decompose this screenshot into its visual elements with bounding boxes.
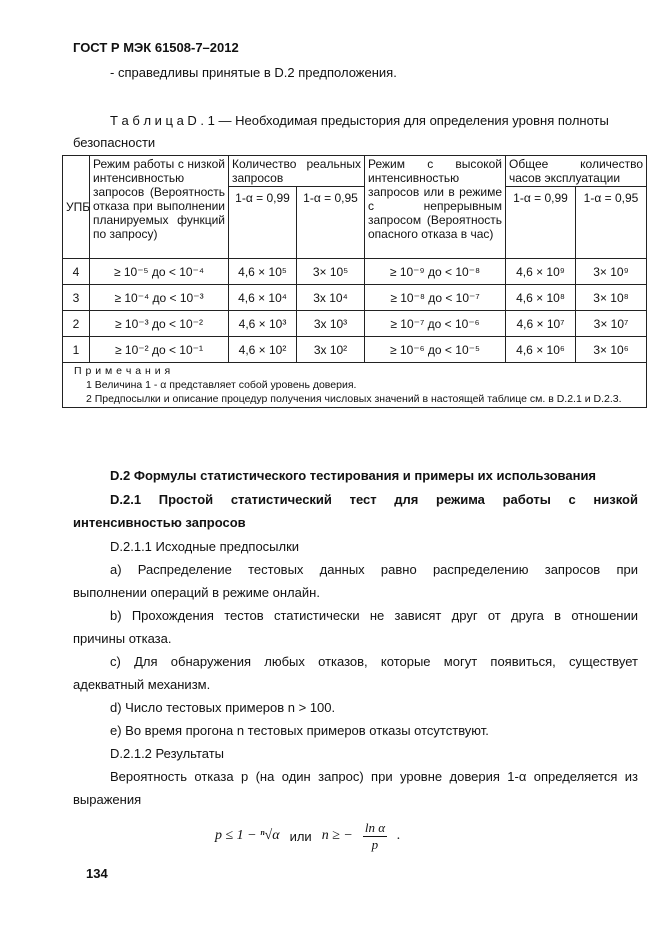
subheader-hours-099: 1-α = 0,99 [506, 187, 576, 259]
cell-upb: 4 [63, 259, 90, 285]
result-text: Вероятность отказа p (на один запрос) при уровне доверия 1-α определяется из [110, 769, 638, 784]
item-c-continued: адекватный механизм. [73, 677, 211, 692]
notes-title: П р и м е ч а н и я [74, 365, 171, 377]
cell-h95: 3× 10⁹ [576, 259, 647, 285]
header-demand-count: Количество реальных запросов [229, 156, 365, 187]
cell-upb: 1 [63, 337, 90, 363]
section-heading-d21: D.2.1 Простой статистический тест для режима работы с низкой [110, 492, 638, 507]
table-row [63, 259, 647, 285]
item-e: е) Во время прогона n тестовых примеров отказы отсутствуют. [110, 723, 489, 738]
table-d1 [62, 155, 647, 408]
cell-high: ≥ 10⁻⁹ до < 10⁻⁸ [365, 259, 506, 285]
section-heading-d21-continued: интенсивностью запросов [73, 515, 246, 530]
table-notes [63, 363, 647, 408]
subsection-d212: D.2.1.2 Результаты [110, 746, 224, 761]
cell-h95: 3× 10⁶ [576, 337, 647, 363]
item-b-continued: причины отказа. [73, 631, 172, 646]
cell-h99: 4,6 × 10⁶ [506, 337, 576, 363]
cell-n99: 4,6 × 10² [229, 337, 297, 363]
header-operating-hours: Общее количество часов эксплуатации [506, 156, 647, 187]
table-row [63, 337, 647, 363]
cell-high: ≥ 10⁻⁶ до < 10⁻⁵ [365, 337, 506, 363]
header-low-demand-mode: Режим работы с низкой интенсивностью запросов (Вероятность отказа при выполнении планируемых функций по запросу) [90, 156, 229, 259]
cell-n99: 4,6 × 10³ [229, 311, 297, 337]
subheader-count-099: 1-α = 0,99 [229, 187, 297, 259]
cell-h95: 3× 10⁸ [576, 285, 647, 311]
page-number: 134 [86, 866, 108, 881]
table-caption: Т а б л и ц а D . 1 — Необходимая предыстория для определения уровня полноты [110, 113, 609, 128]
bullet-item: - справедливы принятые в D.2 предположения. [110, 65, 397, 80]
subsection-d211: D.2.1.1 Исходные предпосылки [110, 539, 300, 554]
formula-right: n ≥ − [321, 828, 353, 843]
table-row [63, 285, 647, 311]
formula-or: или [289, 828, 312, 844]
formula-numerator: ln α [364, 819, 386, 835]
item-d: d) Число тестовых примеров n > 100. [110, 700, 336, 715]
cell-h99: 4,6 × 10⁹ [506, 259, 576, 285]
formula-denominator: p [371, 836, 379, 852]
cell-n95: 3х 10² [297, 337, 365, 363]
cell-upb: 3 [63, 285, 90, 311]
formula-fraction [363, 820, 387, 853]
cell-n95: 3× 10⁵ [297, 259, 365, 285]
cell-low: ≥ 10⁻⁴ до < 10⁻³ [90, 285, 229, 311]
formula-left: p ≤ 1 − ⁿ√α [215, 828, 280, 843]
item-c: с) Для обнаружения любых отказов, которые могут появиться, существует [110, 654, 638, 669]
table-row [63, 311, 647, 337]
cell-high: ≥ 10⁻⁸ до < 10⁻⁷ [365, 285, 506, 311]
item-a: а) Распределение тестовых данных равно распределению запросов при [110, 562, 638, 577]
result-text-continued: выражения [73, 792, 142, 807]
subheader-hours-095: 1-α = 0,95 [576, 187, 647, 259]
cell-h99: 4,6 × 10⁸ [506, 285, 576, 311]
section-heading-d2: D.2 Формулы статистического тестирования и примеры их использования [110, 468, 597, 483]
cell-n99: 4,6 × 10⁴ [229, 285, 297, 311]
cell-low: ≥ 10⁻⁵ до < 10⁻⁴ [90, 259, 229, 285]
cell-high: ≥ 10⁻⁷ до < 10⁻⁶ [365, 311, 506, 337]
cell-low: ≥ 10⁻² до < 10⁻¹ [90, 337, 229, 363]
cell-n99: 4,6 × 10⁵ [229, 259, 297, 285]
document-header: ГОСТ Р МЭК 61508-7–2012 [73, 40, 239, 55]
cell-h95: 3× 10⁷ [576, 311, 647, 337]
table-caption-continued: безопасности [73, 135, 156, 150]
cell-upb: 2 [63, 311, 90, 337]
header-high-demand-mode: Режим с высокой интенсивностью запросов или в режиме с непрерывным запросом (Вероятность опасного отказа в час) [365, 156, 506, 259]
cell-h99: 4,6 × 10⁷ [506, 311, 576, 337]
header-upb: УПБ [63, 156, 90, 259]
note-1: 1 Величина 1 - α представляет собой уровень доверия. [86, 379, 357, 391]
cell-n95: 3х 10⁴ [297, 285, 365, 311]
formula: p ≤ 1 − ⁿ√α или n ≥ − $\frac{\text{ln α}}{p}$ . [215, 819, 401, 852]
item-a-continued: выполнении операций в режиме онлайн. [73, 585, 320, 600]
subheader-count-095: 1-α = 0,95 [297, 187, 365, 259]
item-b: b) Прохождения тестов статистически не зависят друг от друга в отношении [110, 608, 638, 623]
cell-low: ≥ 10⁻³ до < 10⁻² [90, 311, 229, 337]
cell-n95: 3х 10³ [297, 311, 365, 337]
note-2: 2 Предпосылки и описание процедур получения числовых значений в настоящей таблице см. в D.2.1 и D.2.3. [86, 393, 622, 405]
